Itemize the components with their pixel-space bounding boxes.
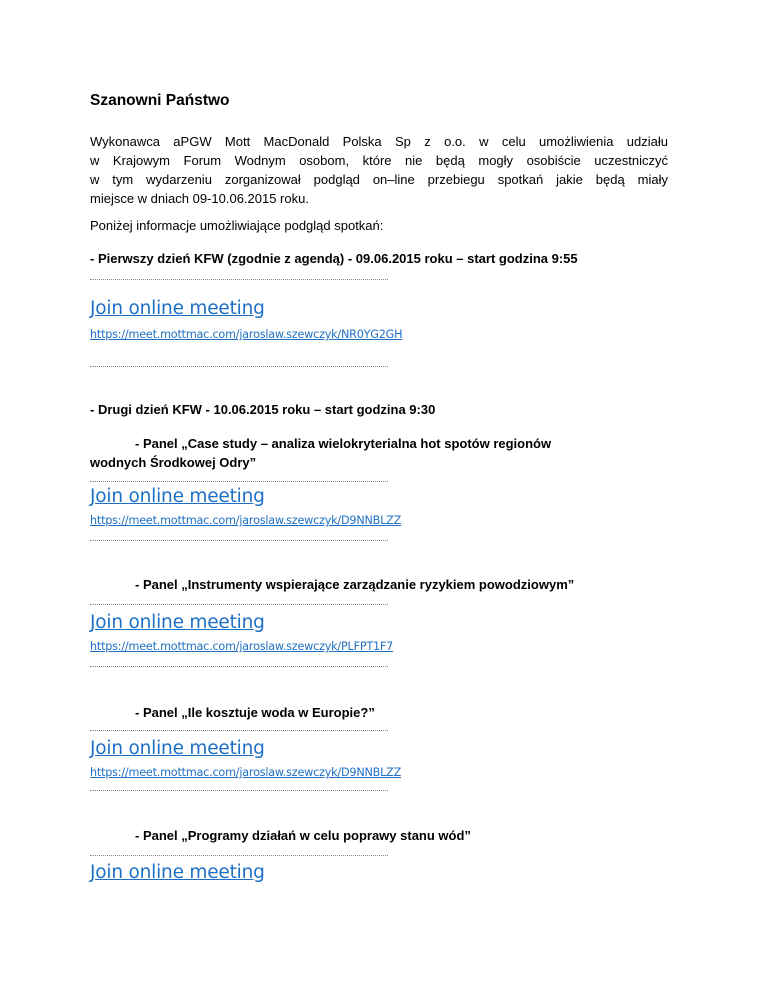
panel3-meeting-url[interactable]: https://meet.mottmac.com/jaroslaw.szewczyk/D9NNBLZZ [90, 766, 402, 779]
panel1-join-link[interactable]: Join online meeting [90, 486, 265, 507]
panel1-title-line2: wodnych Środkowej Odry” [90, 455, 257, 470]
divider [90, 604, 388, 605]
panel2-meeting-url[interactable]: https://meet.mottmac.com/jaroslaw.szewczyk/PLFPT1F7 [90, 640, 394, 653]
panel4-title: - Panel „Programy działań w celu poprawy stanu wód” [135, 828, 471, 843]
greeting-heading: Szanowni Państwo [90, 92, 230, 109]
day2-heading: - Drugi dzień KFW - 10.06.2015 roku – start godzina 9:30 [90, 402, 436, 417]
panel2-title: - Panel „Instrumenty wspierające zarządzanie ryzykiem powodziowym” [135, 577, 575, 592]
info-text: Poniżej informacje umożliwiające podgląd spotkań: [90, 218, 384, 233]
panel3-title: - Panel „Ile kosztuje woda w Europie?” [135, 705, 375, 720]
intro-line: Wykonawca aPGW Mott MacDonald Polska Sp z o.o. w celu umożliwienia udziału [90, 134, 668, 149]
intro-line: w tym wydarzeniu zorganizował podgląd on–line przebiegu spotkań jakie będą miały [90, 172, 668, 187]
day1-heading: - Pierwszy dzień KFW (zgodnie z agendą) - 09.06.2015 roku – start godzina 9:55 [90, 251, 578, 266]
intro-line: miejsce w dniach 09-10.06.2015 roku. [90, 191, 309, 206]
divider [90, 730, 388, 731]
day1-join-link[interactable]: Join online meeting [90, 298, 265, 319]
panel4-join-link[interactable]: Join online meeting [90, 862, 265, 883]
divider [90, 790, 388, 791]
panel1-title-line1: - Panel „Case study – analiza wielokryterialna hot spotów regionów [135, 436, 552, 451]
panel3-join-link[interactable]: Join online meeting [90, 738, 265, 759]
intro-line: w Krajowym Forum Wodnym osobom, które nie będą mogły osobiście uczestniczyć [90, 153, 668, 168]
divider [90, 279, 388, 280]
divider [90, 366, 388, 367]
divider [90, 855, 388, 856]
panel2-join-link[interactable]: Join online meeting [90, 612, 265, 633]
divider [90, 666, 388, 667]
intro-paragraph [90, 132, 668, 208]
day1-meeting-url[interactable]: https://meet.mottmac.com/jaroslaw.szewczyk/NR0YG2GH [90, 328, 403, 341]
divider [90, 540, 388, 541]
divider [90, 481, 388, 482]
panel1-meeting-url[interactable]: https://meet.mottmac.com/jaroslaw.szewczyk/D9NNBLZZ [90, 514, 402, 527]
